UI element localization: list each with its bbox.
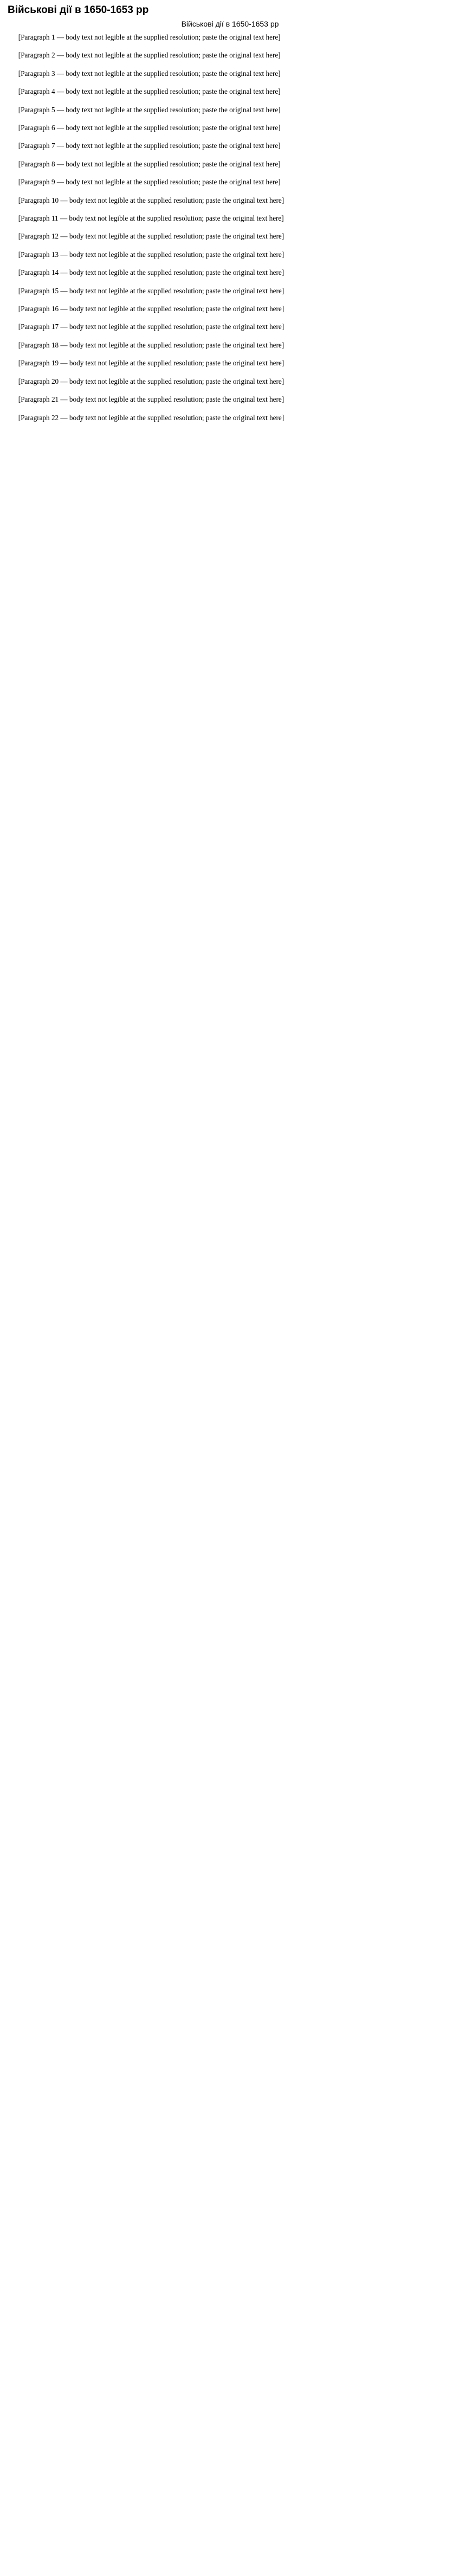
article-paragraph: [Paragraph 22 — body text not legible at the supplied resolution; paste the original text here] (18, 413, 285, 422)
article-paragraph: [Paragraph 15 — body text not legible at the supplied resolution; paste the original text here] (18, 286, 285, 295)
article-paragraph: [Paragraph 5 — body text not legible at the supplied resolution; paste the original text here] (18, 105, 281, 114)
article-paragraph: [Paragraph 6 — body text not legible at the supplied resolution; paste the original text here] (18, 124, 281, 132)
article-paragraph: [Paragraph 1 — body text not legible at the supplied resolution; paste the original text here] (18, 33, 281, 41)
article-paragraph: [Paragraph 4 — body text not legible at the supplied resolution; paste the original text here] (18, 87, 281, 96)
article-paragraph: [Paragraph 18 — body text not legible at the supplied resolution; paste the original text here] (18, 340, 285, 349)
article-paragraph: [Paragraph 2 — body text not legible at the supplied resolution; paste the original text here] (18, 51, 281, 60)
article-paragraph: [Paragraph 19 — body text not legible at the supplied resolution; paste the original text here] (18, 359, 285, 368)
article-paragraph: [Paragraph 7 — body text not legible at the supplied resolution; paste the original text here] (18, 141, 281, 150)
article-paragraph: [Paragraph 13 — body text not legible at the supplied resolution; paste the original text here] (18, 250, 285, 259)
article-paragraph: [Paragraph 17 — body text not legible at the supplied resolution; paste the original text here] (18, 323, 285, 331)
article-paragraph: [Paragraph 12 — body text not legible at the supplied resolution; paste the original text here] (18, 232, 285, 241)
article-paragraph: [Paragraph 20 — body text not legible at the supplied resolution; paste the original text here] (18, 377, 285, 385)
article-paragraph: [Paragraph 8 — body text not legible at the supplied resolution; paste the original text here] (18, 159, 281, 168)
article-paragraph: [Paragraph 11 — body text not legible at the supplied resolution; paste the original text here] (18, 214, 284, 223)
article-subtitle: Військові дії в 1650-1653 рр (181, 19, 279, 28)
article-body (8, 32, 452, 423)
article-paragraph: [Paragraph 16 — body text not legible at the supplied resolution; paste the original text here] (18, 305, 285, 313)
page-title: Військові дії в 1650-1653 рр (8, 4, 149, 16)
article-paragraph: [Paragraph 21 — body text not legible at the supplied resolution; paste the original text here] (18, 395, 285, 404)
article-paragraph: [Paragraph 10 — body text not legible at the supplied resolution; paste the original text here] (18, 196, 285, 204)
article-paragraph: [Paragraph 9 — body text not legible at the supplied resolution; paste the original text here] (18, 178, 281, 186)
article-paragraph: [Paragraph 14 — body text not legible at the supplied resolution; paste the original text here] (18, 268, 285, 277)
article-paragraph: [Paragraph 3 — body text not legible at the supplied resolution; paste the original text here] (18, 69, 281, 78)
